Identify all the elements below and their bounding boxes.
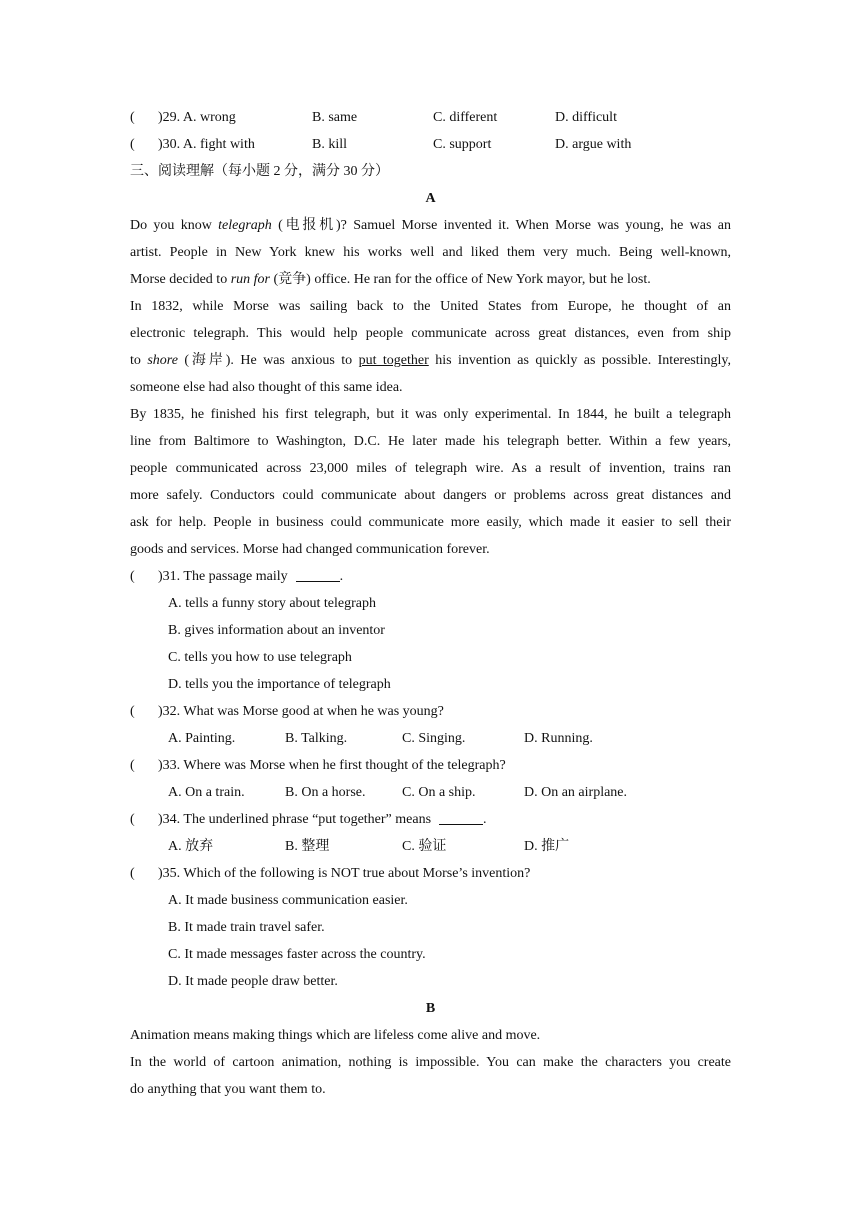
passage-a-line: goods and services. Morse had changed communication forever.	[130, 542, 490, 557]
option-a: )30. A. fight with	[158, 137, 255, 152]
question-29	[130, 104, 731, 131]
question-33	[130, 752, 731, 779]
option-b: B. It made train travel safer.	[168, 920, 325, 935]
option-c: C. support	[433, 137, 492, 152]
answer-paren: (	[130, 569, 135, 584]
option-d: D. argue with	[555, 137, 632, 152]
option-b: B. kill	[312, 137, 348, 152]
option-a: A. It made business communication easier.	[168, 893, 408, 908]
passage-a-line: to shore (海岸). He was anxious to put together his invention as quickly as possible. Interestingly,	[130, 353, 731, 368]
answer-paren: (	[130, 758, 135, 773]
option-d: D. It made people draw better.	[168, 974, 338, 989]
question-34: ( )34. The underlined phrase “put together” means .	[130, 806, 731, 833]
passage-a-line: artist. People in New York knew his works well and liked them very much. Being well-known,	[130, 245, 731, 260]
passage-a-line: more safely. Conductors could communicate about dangers or problems across great distances and	[130, 488, 731, 503]
question-30	[130, 131, 731, 158]
question-31: ( )31. The passage maily .	[130, 563, 731, 590]
question-stem: )35. Which of the following is NOT true about Morse’s invention?	[158, 866, 531, 881]
section-heading: 三、阅读理解（每小题 2 分，满分 30 分）	[130, 164, 389, 179]
passage-a-title: A	[425, 191, 436, 206]
passage-b-line: do anything that you want them to.	[130, 1082, 326, 1097]
passage-a-line: Do you know telegraph (电报机)? Samuel Morse invented it. When Morse was young, he was an	[130, 218, 731, 233]
question-stem: )34. The underlined phrase “put together” means	[158, 812, 432, 827]
option-b: B. 整理	[285, 839, 330, 854]
answer-blank	[296, 567, 340, 582]
option-a: A. 放弃	[168, 839, 214, 854]
underlined-phrase: put together	[358, 353, 429, 368]
passage-a-line: In 1832, while Morse was sailing back to the United States from Europe, he thought of an	[130, 299, 731, 314]
option-c: C. On a ship.	[402, 785, 476, 800]
option-d: D. 推广	[524, 839, 570, 854]
option-c: C. different	[433, 110, 498, 125]
passage-a-line: people communicated across 23,000 miles of telegraph wire. As a result of invention, trains ran	[130, 461, 731, 476]
options-row	[130, 833, 731, 860]
passage-a-line: someone else had also thought of this same idea.	[130, 380, 403, 395]
answer-paren: (	[130, 110, 135, 125]
answer-paren: (	[130, 866, 135, 881]
passage-a-line: line from Baltimore to Washington, D.C. He later made his telegraph better. Within a few years,	[130, 434, 731, 449]
option-d: D. On an airplane.	[524, 785, 628, 800]
question-stem: )31. The passage maily	[158, 569, 288, 584]
question-stem: )32. What was Morse good at when he was young?	[158, 704, 444, 719]
passage-b-line: Animation means making things which are lifeless come alive and move.	[130, 1028, 541, 1043]
exam-page	[130, 104, 731, 1103]
option-d: D. tells you the importance of telegraph	[168, 677, 391, 692]
answer-paren: (	[130, 137, 135, 152]
passage-b-title: B	[425, 1001, 436, 1016]
option-a: A. tells a funny story about telegraph	[168, 596, 377, 611]
options-row	[130, 779, 731, 806]
option-d: D. difficult	[555, 110, 617, 125]
option-b: B. same	[312, 110, 358, 125]
option-b: B. gives information about an inventor	[168, 623, 385, 638]
answer-paren: (	[130, 812, 135, 827]
question-32	[130, 698, 731, 725]
answer-blank	[439, 810, 483, 825]
answer-paren: (	[130, 704, 135, 719]
passage-a-line: ask for help. People in business could communicate more easily, which made it easier to sell their	[130, 515, 731, 530]
option-b: B. On a horse.	[285, 785, 366, 800]
option-a: A. On a train.	[168, 785, 245, 800]
option-b: B. Talking.	[285, 731, 348, 746]
option-c: C. It made messages faster across the country.	[168, 947, 426, 962]
options-row	[130, 725, 731, 752]
passage-a-line: By 1835, he finished his first telegraph, but it was only experimental. In 1844, he built a telegraph	[130, 407, 731, 422]
question-stem: )33. Where was Morse when he first thought of the telegraph?	[158, 758, 506, 773]
option-c: C. 验证	[402, 839, 447, 854]
passage-a-line: Morse decided to run for (竞争) office. He ran for the office of New York mayor, but he lost.	[130, 272, 651, 287]
option-a: )29. A. wrong	[158, 110, 236, 125]
option-c: C. tells you how to use telegraph	[168, 650, 352, 665]
option-d: D. Running.	[524, 731, 593, 746]
passage-b-line: In the world of cartoon animation, nothing is impossible. You can make the characters you create	[130, 1055, 731, 1070]
question-35	[130, 860, 731, 887]
option-a: A. Painting.	[168, 731, 236, 746]
option-c: C. Singing.	[402, 731, 466, 746]
passage-a-line: electronic telegraph. This would help people communicate across great distances, even from ship	[130, 326, 731, 341]
